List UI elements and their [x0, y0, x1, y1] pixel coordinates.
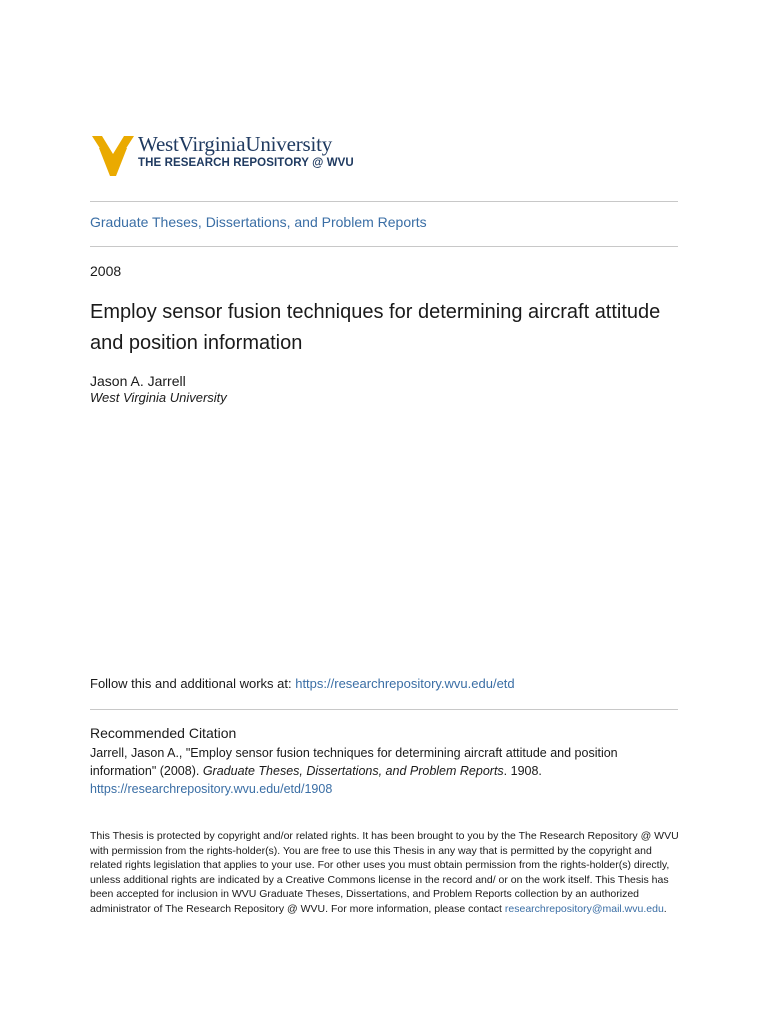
contact-email-link[interactable]: researchrepository@mail.wvu.edu — [504, 902, 664, 915]
copyright-notice — [90, 829, 680, 916]
publication-year: 2008 — [90, 263, 122, 279]
university-name: WestVirginiaUniversity — [138, 132, 333, 156]
citation-link[interactable]: https://researchrepository.wvu.edu/etd/1908 — [90, 782, 333, 796]
citation-heading: Recommended Citation — [90, 725, 237, 741]
etd-link[interactable]: https://researchrepository.wvu.edu/etd — [295, 676, 515, 691]
series-link[interactable]: Graduate Theses, Dissertations, and Problem Reports — [90, 214, 427, 230]
citation-text: Jarrell, Jason A., "Employ sensor fusion techniques for determining aircraft attitude and position information" (2008). — [90, 746, 618, 778]
document-title: Employ sensor fusion techniques for determining aircraft attitude and position information — [90, 301, 661, 354]
divider — [90, 246, 678, 247]
citation-number: . 1908. — [503, 764, 542, 778]
flying-wv-icon — [90, 132, 136, 178]
wvu-logo — [90, 130, 390, 180]
divider — [90, 201, 678, 202]
author-name: Jason A. Jarrell — [90, 373, 186, 389]
follow-text: Follow this and additional works at: — [90, 676, 296, 691]
citation-body — [90, 744, 650, 798]
follow-line — [90, 676, 515, 691]
notice-end: . — [663, 902, 667, 915]
notice-text: This Thesis is protected by copyright and/or related rights. It has been brought to you by the The Research Repository @ WVU with permission from the rights-holder(s). You are free to use this Thesis in any way that is permitted by the copyright and related rights legislation that applies to your use. For other uses you must obtain permission from the rights-holder(s) directly, unless additional rights are indicated by a Creative Commons license in the record and/ or on the work itself. This Thesis has been accepted for inclusion in WVU Graduate Theses, Dissertations, and Problem Reports collection by an authorized administrator of The Research Repository @ WVU. For more information, please contact — [90, 830, 679, 915]
author-affiliation: West Virginia University — [90, 390, 227, 405]
divider — [90, 709, 678, 710]
citation-series: Graduate Theses, Dissertations, and Problem Reports — [202, 764, 504, 778]
repository-name: THE RESEARCH REPOSITORY @ WVU — [138, 157, 354, 169]
